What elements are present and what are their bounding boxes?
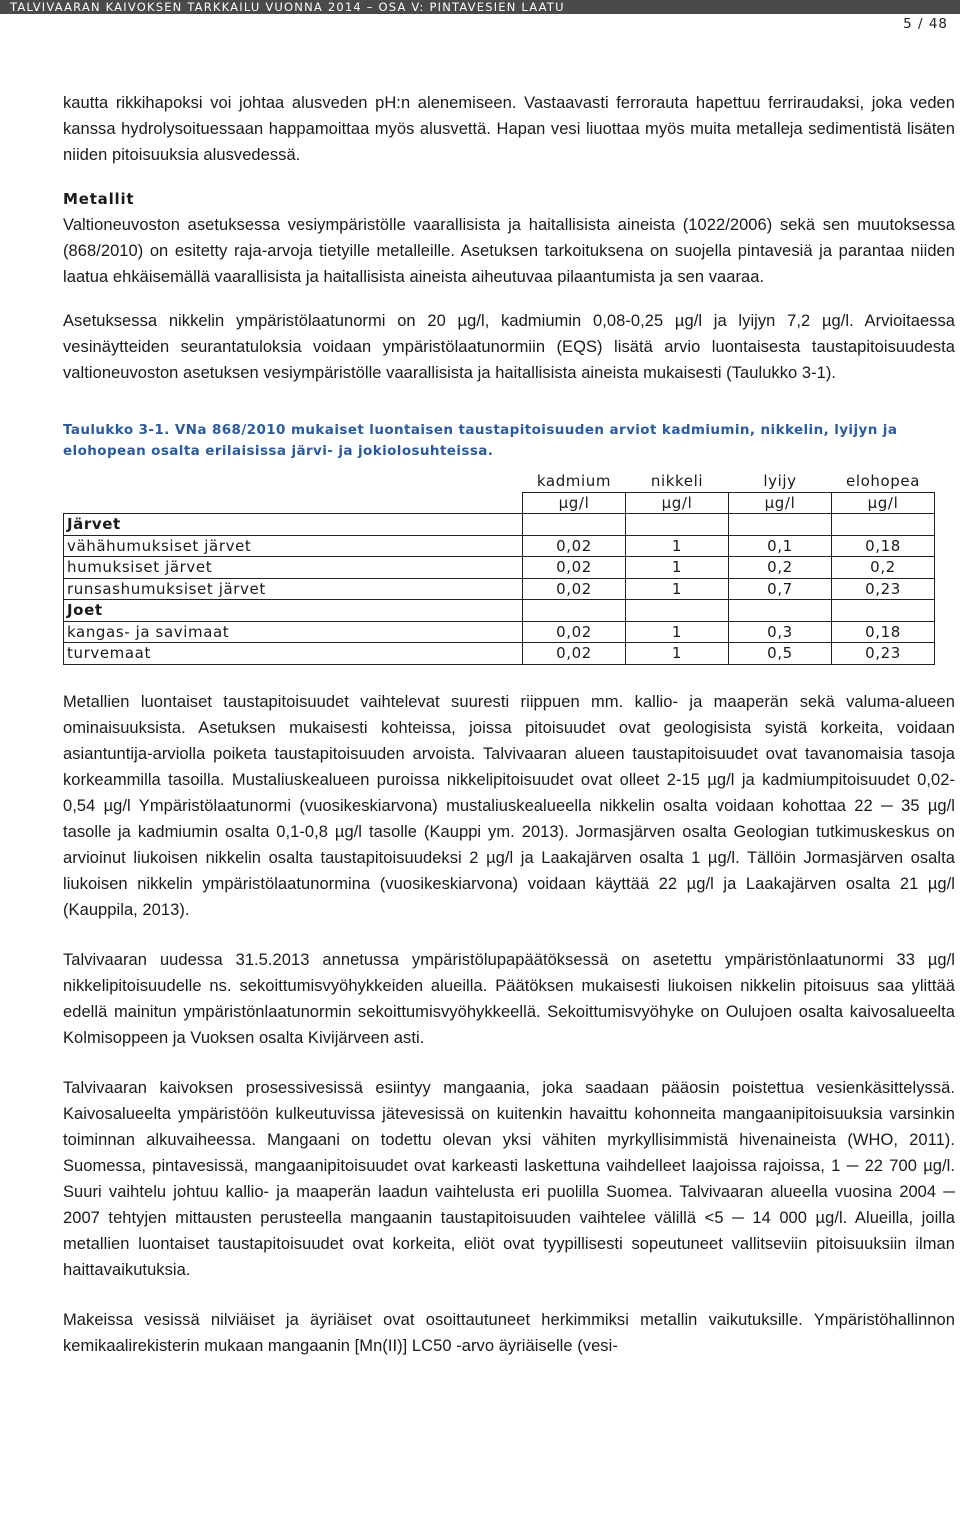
table-cell: 0,2 <box>832 557 935 579</box>
table-cell: 0,18 <box>832 535 935 557</box>
table-cell <box>523 600 626 622</box>
paragraph-permit: Talvivaaran uudessa 31.5.2013 annetussa ympäristölupapäätöksessä on asetettu ympäristönlaatunormi 33 µg/l nikkelipitoisuudelle ns. sekoittumisvyöhykkeiden alueilla. Päätöksen mukaisesti liukoisen nikkelin pitoisuus saa ylittää edellä mainitun ympäristönlaatunormin sekoittumisvyöhykkeellä. Sekoittumisvyöhyke on Oulujoen osalta kaivosalueelta Kolmisoppeen ja Vuoksen osalta Kivijärveen asti. <box>63 950 955 1047</box>
table-row <box>64 600 935 622</box>
table-row-label: turvemaat <box>64 643 523 665</box>
intro-paragraph: kautta rikkihapoksi voi johtaa alusveden pH:n alenemiseen. Vastaavasti ferrorauta hapettuu ferriraudaksi, joka veden kanssa hydrolysoituessaan happamoittaa myös alusvettä. Hapan vesi liuottaa myös muita metalleja sedimentistä lisäten niiden pitoisuuksia alusvedessä. <box>63 94 955 164</box>
table-cell <box>523 514 626 536</box>
table-cell: 0,23 <box>832 578 935 600</box>
table-cell: 0,02 <box>523 557 626 579</box>
table-row <box>64 578 935 600</box>
table-row-label: Järvet <box>64 514 523 536</box>
paragraph-legislation: Valtioneuvoston asetuksessa vesiympäristölle vaarallisista ja haitallisista aineista (1022/2006) sekä sen muutoksessa (868/2010) on esitetty raja-arvoja tietyille metalleille. Asetuksen tarkoituksena on suojella pintavesiä ja parantaa niiden laatua ehkäisemällä vaarallisista ja haitallisista aineista aiheutuvaa pilaantumista ja sen vaaraa. <box>63 216 955 286</box>
table-row <box>64 514 935 536</box>
table-unit-cell: µg/l <box>832 492 935 514</box>
background-concentration-table <box>63 471 935 665</box>
table-cell: 1 <box>626 621 729 643</box>
table-row-label: Joet <box>64 600 523 622</box>
paragraph-manganese: Talvivaaran kaivoksen prosessivesissä esiintyy mangaania, joka saadaan pääosin poistettua vesienkäsittelyssä. Kaivosalueelta ympäristöön kulkeutuvissa jätevesissä on kuitenkin havaittu kohonneita mangaanipitoisuuksia varsinkin toiminnan alkuvaiheessa. Mangaani on todettu olevan yksi vähiten myrkyllisimmistä hivenaineista (WHO, 2011). Suomessa, pintavesissä, mangaanipitoisuudet ovat karkeasti laskettuna vaihdelleet laajoissa rajoissa, 1 ─ 22 700 µg/l. Suuri vaihtelu johtuu kallio- ja maaperän laadun vaihtelusta eri puolilla Suomea. Talvivaaran alueella vuosina 2004 ─ 2007 tehtyjen mittausten perusteella mangaanin taustapitoisuuden vaihtelee välillä <5 ─ 14 000 µg/l. Alueilla, joilla metallien luontaiset taustapitoisuudet ovat korkeita, eliöt ovat tyypillisesti sopeutuneet vallitseviin pitoisuuksiin ilman haittavaikutuksia. <box>63 1078 955 1279</box>
table-unit-cell: µg/l <box>626 492 729 514</box>
table-cell: 0,18 <box>832 621 935 643</box>
section-heading: Metallit <box>63 190 135 208</box>
table-header-cell: nikkeli <box>626 471 729 492</box>
table-cell: 1 <box>626 557 729 579</box>
table-cell: 0,7 <box>729 578 832 600</box>
page-number: 5 / 48 <box>903 16 948 32</box>
paragraph-eqs: Asetuksessa nikkelin ympäristölaatunormi on 20 µg/l, kadmiumin 0,08-0,25 µg/l ja lyijyn 7,2 µg/l. Arvioitaessa vesinäytteiden seurantatuloksia voidaan ympäristölaatunormiin (EQS) lisätä arvio luontaisesta taustapitoisuudesta valtioneuvoston asetuksen vesiympäristölle vaarallisista ja haitallisista aineista mukaisesti (Taulukko 3-1). <box>63 312 955 382</box>
table-cell: 0,2 <box>729 557 832 579</box>
table-cell: 0,3 <box>729 621 832 643</box>
table-cell <box>729 514 832 536</box>
table-header-cell: elohopea <box>832 471 935 492</box>
table-unit-blank <box>64 492 523 514</box>
table-row-label: vähähumuksiset järvet <box>64 535 523 557</box>
table-cell: 0,02 <box>523 643 626 665</box>
table-cell: 0,02 <box>523 578 626 600</box>
table-header-cell: lyijy <box>729 471 832 492</box>
running-header-band <box>0 0 960 14</box>
table-cell: 0,1 <box>729 535 832 557</box>
table-cell: 1 <box>626 643 729 665</box>
paragraph-toxicity: Makeissa vesissä nilviäiset ja äyriäiset ovat osoittautuneet herkimmiksi metallin vaikutuksille. Ympäristöhallinnon kemikaalirekisterin mukaan mangaanin [Mn(II)] LC50 -arvo äyriäiselle (vesi- <box>63 1310 955 1355</box>
table-unit-cell: µg/l <box>523 492 626 514</box>
table-cell <box>626 600 729 622</box>
table-cell: 0,02 <box>523 535 626 557</box>
table-cell: 1 <box>626 535 729 557</box>
table-row-label: kangas- ja savimaat <box>64 621 523 643</box>
table-cell <box>832 600 935 622</box>
table-cell: 0,02 <box>523 621 626 643</box>
table-row <box>64 557 935 579</box>
running-header-title: TALVIVAARAN KAIVOKSEN TARKKAILU VUONNA 2014 – OSA V: PINTAVESIEN LAATU <box>10 0 565 14</box>
table-cell: 0,23 <box>832 643 935 665</box>
table-header-blank <box>64 471 523 492</box>
table-header-row <box>64 471 935 492</box>
table-row <box>64 535 935 557</box>
page-body <box>63 90 955 1359</box>
table-row-label: humuksiset järvet <box>64 557 523 579</box>
table-row <box>64 621 935 643</box>
table-unit-cell: µg/l <box>729 492 832 514</box>
table-unit-row <box>64 492 935 514</box>
table-cell <box>832 514 935 536</box>
table-row-label: runsashumuksiset järvet <box>64 578 523 600</box>
paragraph-background-levels: Metallien luontaiset taustapitoisuudet vaihtelevat suuresti riippuen mm. kallio- ja maaperän sekä valuma-alueen ominaisuuksista. Asetuksen mukaisesti kohteissa, joissa pitoisuudet ovat geologisista syistä korkeita, voidaan asiantuntija-arviolla poiketa taustapitoisuuden arvoista. Talvivaaran alueen taustapitoisuudet ovat tavanomaisia tasoja korkeammilla tasoilla. Mustaliuskealueen puroissa nikkelipitoisuudet ovat olleet 2-15 µg/l ja kadmiumpitoisuudet 0,02-0,54 µg/l Ympäristölaatunormi (vuosikeskiarvona) mustaliuskealueella nikkelin osalta voidaan kohottaa 22 ─ 35 µg/l tasolle ja kadmiumin osalta 0,1-0,8 µg/l tasolle (Kauppi ym. 2013). Jormasjärven osalta Geologian tutkimuskeskus on arvioinut liukoisen nikkelin osalta taustapitoisuudeksi 2 µg/l ja Laakajärven osalta 1 µg/l. Tällöin Jormasjärven osalta liukoisen nikkelin ympäristölaatunormina (vuosikeskiarvona) voidaan käyttää 22 µg/l ja Laakajärven osalta 21 µg/l (Kauppila, 2013). <box>63 692 955 919</box>
table-cell <box>626 514 729 536</box>
table-cell: 1 <box>626 578 729 600</box>
table-row <box>64 643 935 665</box>
table-caption: Taulukko 3-1. VNa 868/2010 mukaiset luontaisen taustapitoisuuden arviot kadmiumin, nikkelin, lyijyn ja elohopean osalta erilaisissa järvi- ja jokiolosuhteissa. <box>63 422 898 459</box>
table-cell <box>729 600 832 622</box>
table-header-cell: kadmium <box>523 471 626 492</box>
table-cell: 0,5 <box>729 643 832 665</box>
